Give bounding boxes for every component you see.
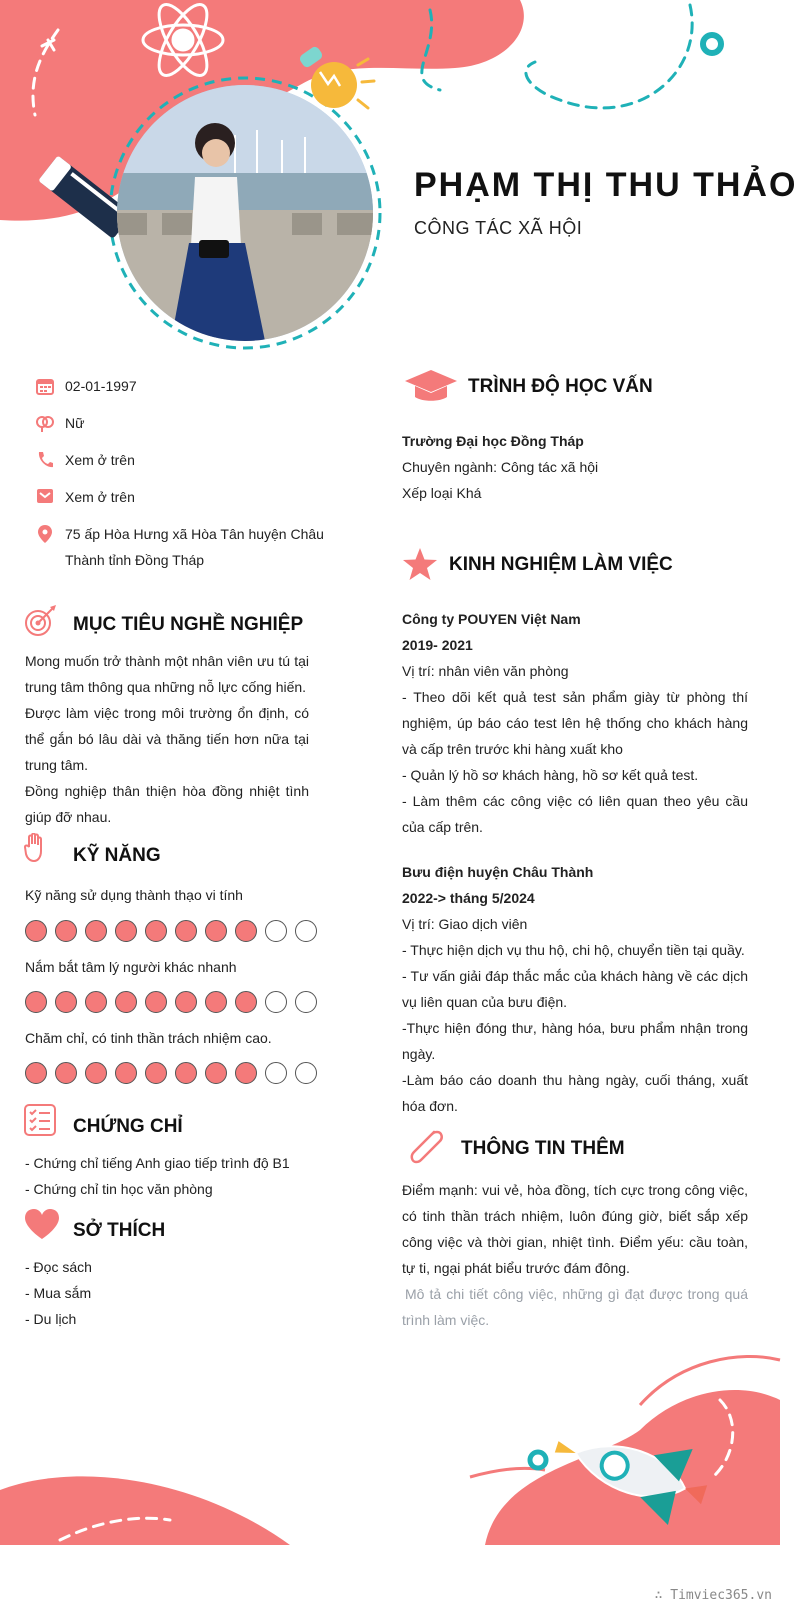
job-company: Bưu điện huyện Châu Thành [402, 864, 594, 880]
bottom-left-blob [0, 1476, 290, 1545]
certificates-list [25, 1150, 290, 1202]
job-duty: - Thực hiện dịch vụ thu hộ, chi hộ, chuyển tiền tại quầy. [402, 942, 745, 958]
profile-photo [117, 85, 373, 341]
rating-dot-filled [55, 991, 77, 1013]
rating-dot-filled [205, 920, 227, 942]
rating-dot-empty [295, 1062, 317, 1084]
skills-title: KỸ NĂNG [73, 845, 161, 866]
skill-rating [25, 920, 317, 942]
calendar-icon [25, 373, 65, 399]
rating-dot-filled [235, 920, 257, 942]
certificate-item: - Chứng chỉ tiếng Anh giao tiếp trình độ B1 [25, 1155, 290, 1171]
job-position: Vị trí: Giao dịch viên [402, 916, 528, 932]
watermark: ∴ Timviec365.vn [654, 1588, 772, 1603]
contact-text: Nữ [65, 415, 85, 431]
hand-icon [24, 833, 46, 868]
education-title: TRÌNH ĐỘ HỌC VẤN [468, 376, 653, 397]
objective-title: MỤC TIÊU NGHỀ NGHIỆP [73, 614, 304, 635]
target-icon [24, 605, 58, 642]
education-details [402, 428, 750, 506]
candidate-job-title: CÔNG TÁC XÃ HỘI [414, 218, 583, 238]
job-entry [402, 859, 748, 1119]
rating-dot-filled [145, 1062, 167, 1084]
contact-birthdate [25, 373, 325, 399]
education-grade: Xếp loại Khá [402, 485, 482, 501]
star-icon [402, 547, 438, 586]
rating-dot-empty [265, 920, 287, 942]
hobbies-title: SỞ THÍCH [73, 1220, 166, 1241]
contact-text: Xem ở trên [65, 452, 135, 468]
skill-rating [25, 991, 317, 1013]
job-duty: - Làm thêm các công việc có liên quan theo yêu cầu của cấp trên. [402, 793, 748, 835]
rating-dot-filled [235, 1062, 257, 1084]
graduation-cap-icon [404, 369, 458, 408]
contact-phone [25, 447, 325, 473]
paperclip-icon [404, 1126, 448, 1175]
rating-dot-filled [205, 1062, 227, 1084]
objective-line: Mong muốn trở thành một nhân viên ưu tú tại trung tâm thông qua những nỗ lực cống hiến. [25, 653, 309, 695]
job-duty: - Tư vấn giải đáp thắc mắc của khách hàng về các dịch vụ liên quan của bưu điện. [402, 968, 748, 1010]
contact-email [25, 484, 325, 510]
job-period: 2022-> tháng 5/2024 [402, 890, 535, 906]
hobby-item: - Du lịch [25, 1311, 77, 1327]
rating-dot-filled [205, 991, 227, 1013]
rating-dot-empty [265, 1062, 287, 1084]
rating-dot-filled [85, 1062, 107, 1084]
rating-dot-filled [235, 991, 257, 1013]
job-duty: -Làm báo cáo doanh thu hàng ngày, cuối tháng, xuất hóa đơn. [402, 1072, 748, 1114]
hobbies-list [25, 1254, 92, 1332]
rating-dot-filled [25, 1062, 47, 1084]
contact-gender [25, 410, 325, 436]
location-icon [25, 521, 65, 573]
job-duty: -Thực hiện đóng thư, hàng hóa, bưu phẩm nhận trong ngày. [402, 1020, 748, 1062]
rating-dot-filled [145, 920, 167, 942]
rating-dot-filled [175, 920, 197, 942]
rating-dot-filled [115, 1062, 137, 1084]
rating-dot-filled [175, 991, 197, 1013]
objective-line: Được làm việc trong môi trường ổn định, có thể gắn bó lâu dài và thăng tiến hơn nữa tại trung tâm. [25, 705, 309, 773]
rating-dot-filled [55, 1062, 77, 1084]
rating-dot-empty [295, 991, 317, 1013]
education-school: Trường Đại học Đồng Tháp [402, 433, 584, 449]
extra-title: THÔNG TIN THÊM [461, 1138, 625, 1159]
certificate-item: - Chứng chỉ tin học văn phòng [25, 1181, 213, 1197]
hobby-item: - Đọc sách [25, 1259, 92, 1275]
rating-dot-filled [175, 1062, 197, 1084]
job-entry [402, 606, 748, 840]
rating-dot-filled [115, 920, 137, 942]
contact-text: 02-01-1997 [65, 378, 137, 394]
rating-dot-filled [145, 991, 167, 1013]
skill-label: Kỹ năng sử dụng thành thạo vi tính [25, 887, 243, 903]
rating-dot-filled [25, 920, 47, 942]
heart-icon [24, 1208, 60, 1245]
skill-label: Nắm bắt tâm lý người khác nhanh [25, 959, 237, 975]
contact-text: 75 ấp Hòa Hưng xã Hòa Tân huyện Châu Thành tỉnh Đồng Tháp [65, 526, 324, 568]
certificates-title: CHỨNG CHỈ [73, 1116, 183, 1137]
contact-text: Xem ở trên [65, 489, 135, 505]
objective-line: Đồng nghiệp thân thiện hòa đồng nhiệt tình giúp đỡ nhau. [25, 783, 309, 825]
job-position: Vị trí: nhân viên văn phòng [402, 663, 569, 679]
hobby-item: - Mua sắm [25, 1285, 92, 1301]
rating-dot-filled [25, 991, 47, 1013]
extra-details [402, 1177, 748, 1333]
rating-dot-empty [265, 991, 287, 1013]
objective-text [25, 648, 309, 830]
teal-dot [530, 1452, 546, 1468]
contact-address [25, 521, 325, 573]
email-icon [25, 484, 65, 510]
rating-dot-filled [85, 991, 107, 1013]
teal-ring [703, 35, 721, 53]
job-company: Công ty POUYEN Việt Nam [402, 611, 581, 627]
skill-rating [25, 1062, 317, 1084]
phone-icon [25, 447, 65, 473]
rating-dot-filled [115, 991, 137, 1013]
job-duty: - Quản lý hồ sơ khách hàng, hồ sơ kết quả test. [402, 767, 699, 783]
education-major: Chuyên ngành: Công tác xã hội [402, 459, 599, 475]
checklist-icon [24, 1104, 56, 1141]
job-duty: - Theo dõi kết quả test sản phẩm giày từ phòng thí nghiệm, úp báo cáo test lên hệ thống cho khách hàng và cấp trên trước khi hàng xuất kho [402, 689, 748, 757]
extra-text: Điểm mạnh: vui vẻ, hòa đồng, tích cực trong công việc, có tinh thần trách nhiệm, luôn đúng giờ, biết sắp xếp công việc và thời gian, nhiệt tình. Điểm yếu: cầu toàn, tự ti, ngại phát biểu trước đám đông. [402, 1182, 748, 1276]
rating-dot-filled [55, 920, 77, 942]
gender-icon [25, 410, 65, 436]
rating-dot-empty [295, 920, 317, 942]
candidate-name: PHẠM THỊ THU THẢO [414, 166, 798, 204]
job-period: 2019- 2021 [402, 637, 473, 653]
extra-placeholder: Mô tả chi tiết công việc, những gì đạt được trong quá trình làm việc. [402, 1286, 748, 1328]
rating-dot-filled [85, 920, 107, 942]
experience-title: KINH NGHIỆM LÀM VIỆC [449, 554, 673, 575]
skill-label: Chăm chỉ, có tinh thần trách nhiệm cao. [25, 1030, 272, 1046]
